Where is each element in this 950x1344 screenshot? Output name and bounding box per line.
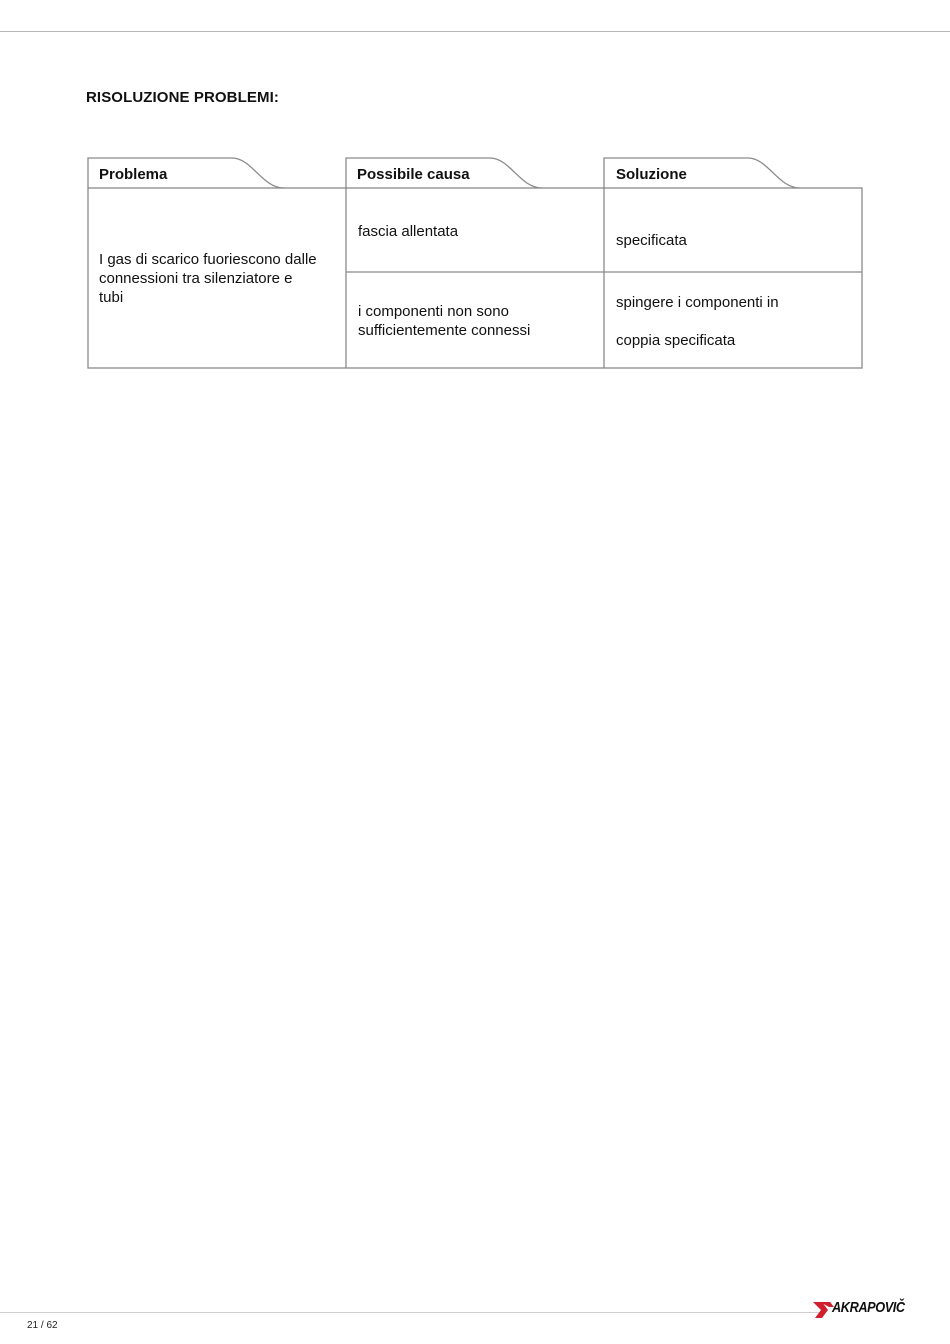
- page-title: RISOLUZIONE PROBLEMI:: [86, 89, 279, 106]
- solution-cell-2-line1: spingere i componenti in: [616, 294, 779, 311]
- footer-rule: [0, 1312, 820, 1313]
- problem-line: tubi: [99, 289, 124, 306]
- cause-line: i componenti non sono: [358, 303, 509, 320]
- cause-cell-1: [358, 222, 458, 241]
- akrapovic-logo-text: AKRAPOVIČ: [832, 1299, 905, 1316]
- problem-line: connessioni tra silenziatore e: [99, 270, 293, 287]
- solution-cell-1: [616, 231, 687, 250]
- header-problema: Problema: [99, 166, 168, 183]
- page-number: 21 / 62: [27, 1320, 58, 1331]
- cause-cell-2: [358, 302, 530, 340]
- solution-line: specificata: [616, 232, 687, 249]
- top-rule: [0, 31, 950, 32]
- header-possibile-causa: Possibile causa: [357, 166, 470, 183]
- solution-cell-2-line2: coppia specificata: [616, 332, 736, 349]
- problem-cell: [99, 250, 317, 307]
- cause-line: fascia allentata: [358, 223, 459, 240]
- header-soluzione: Soluzione: [616, 166, 687, 183]
- problem-line: I gas di scarico fuoriescono dalle: [99, 251, 317, 268]
- cause-line: sufficientemente connessi: [358, 322, 531, 339]
